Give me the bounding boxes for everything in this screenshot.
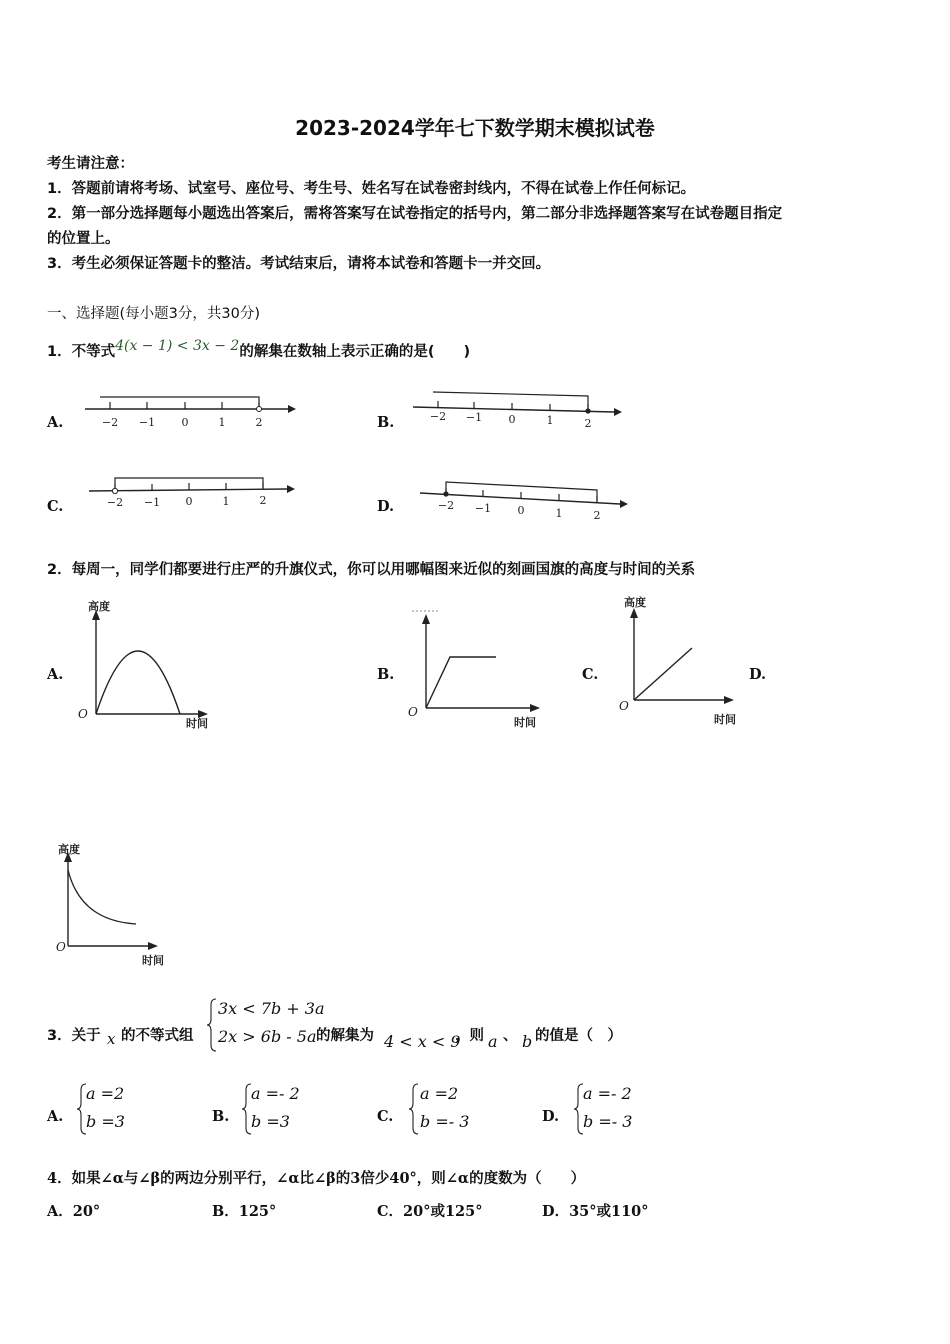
q3-option-d-line2: b =- 3 bbox=[583, 1112, 633, 1131]
q3-option-b-label: B. bbox=[212, 1108, 230, 1125]
q2-graph-d bbox=[46, 840, 186, 970]
q4-stem: 4．如果∠α与∠β的两边分别平行，∠α比∠β的3倍少40°，则∠α的度数为（ ） bbox=[47, 1170, 586, 1187]
x-axis-label: 时间 bbox=[142, 954, 164, 967]
q2-stem: 2．每周一，同学们都要进行庄严的升旗仪式，你可以用哪幅图来近似的刻画国旗的高度与时间的关系 bbox=[47, 562, 696, 578]
y-axis-label: 高度 bbox=[624, 596, 646, 609]
q1-option-d-label: D. bbox=[377, 498, 395, 515]
origin-label: O bbox=[78, 707, 88, 721]
section-heading: 一、选择题(每小题3分，共30分) bbox=[47, 306, 260, 322]
x-axis-label: 时间 bbox=[186, 717, 208, 730]
q3-var-a: a bbox=[488, 1032, 498, 1051]
y-axis-label: 高度 bbox=[58, 843, 80, 856]
q3-var-b: b bbox=[522, 1032, 533, 1051]
q3-option-c-line1: a =2 bbox=[420, 1084, 459, 1103]
y-axis-label: 高度 bbox=[88, 600, 110, 613]
notice-heading: 考生请注意： bbox=[47, 156, 134, 172]
q3-option-a-label: A. bbox=[47, 1108, 64, 1125]
tick-label: 0 bbox=[185, 495, 193, 508]
q1-number-line-d bbox=[415, 472, 635, 524]
q1-number-line-b bbox=[408, 383, 628, 433]
tick-label: 0 bbox=[508, 413, 516, 426]
q3-separator: 、 bbox=[503, 1028, 518, 1044]
tick-label: −1 bbox=[143, 496, 161, 509]
tick-label: −2 bbox=[437, 499, 455, 512]
q2-option-b-label: B. bbox=[377, 666, 395, 683]
tick-label: −1 bbox=[465, 411, 483, 424]
notice-item-2-cont: 的位置上。 bbox=[47, 231, 120, 247]
q3-option-d-line1: a =- 2 bbox=[583, 1084, 632, 1103]
tick-label: 2 bbox=[593, 509, 601, 522]
tick-label: 1 bbox=[555, 507, 563, 520]
x-axis-label: 时间 bbox=[514, 716, 536, 729]
q1-number-line-a bbox=[80, 385, 300, 435]
origin-label: O bbox=[619, 699, 629, 713]
tick-label: −2 bbox=[429, 410, 447, 423]
notice-item-2: 2．第一部分选择题每小题选出答案后，需将答案写在试卷指定的括号内，第二部分非选择题答案写在试卷题目指定 bbox=[47, 206, 783, 222]
tick-label: 0 bbox=[181, 416, 189, 429]
q2-graph-b bbox=[404, 600, 554, 735]
q3-suffix: 的值是（ ） bbox=[535, 1028, 622, 1044]
q3-option-d-label: D. bbox=[542, 1108, 560, 1125]
tick-label: −1 bbox=[138, 416, 156, 429]
q1-option-b-label: B. bbox=[377, 414, 395, 431]
q1-option-a-label: A. bbox=[47, 414, 64, 431]
tick-label: −1 bbox=[474, 502, 492, 515]
q3-inequality-2: 2x > 6b - 5a bbox=[218, 1027, 317, 1046]
tick-label: 1 bbox=[218, 416, 226, 429]
q3-var-x: x bbox=[107, 1030, 116, 1048]
origin-label: O bbox=[408, 705, 418, 719]
q3-prefix: 3．关于 bbox=[47, 1028, 101, 1044]
q3-option-b-line1: a =- 2 bbox=[251, 1084, 300, 1103]
q3-solution: 4 < x < 9 bbox=[384, 1032, 461, 1051]
q2-option-a-label: A. bbox=[47, 666, 64, 683]
q3-option-a-line2: b =3 bbox=[86, 1112, 125, 1131]
tick-label: −2 bbox=[106, 496, 124, 509]
notice-item-3: 3．考生必须保证答题卡的整洁。考试结束后，请将本试卷和答题卡一并交回。 bbox=[47, 256, 551, 272]
q2-option-d-label: D. bbox=[749, 666, 767, 683]
q3-option-c-line2: b =- 3 bbox=[420, 1112, 470, 1131]
left-brace-icon bbox=[206, 997, 218, 1053]
q1-prefix: 1．不等式 bbox=[47, 344, 116, 360]
q4-option-b: B．125° bbox=[212, 1203, 277, 1220]
notice-item-1: 1．答题前请将考场、试室号、座位号、考生号、姓名写在试卷密封线内，不得在试卷上作任何标记。 bbox=[47, 181, 696, 197]
q3-option-a-line1: a =2 bbox=[86, 1084, 125, 1103]
page-title: 2023-2024学年七下数学期末模拟试卷 bbox=[295, 116, 655, 140]
q4-option-a: A．20° bbox=[47, 1203, 101, 1220]
q1-number-line-c bbox=[84, 470, 304, 515]
q3-option-b-line2: b =3 bbox=[251, 1112, 290, 1131]
q3-mid3: ，则 bbox=[455, 1028, 484, 1044]
q2-graph-c bbox=[614, 592, 767, 727]
q1-suffix: 的解集在数轴上表示正确的是( ) bbox=[239, 344, 471, 360]
tick-label: 2 bbox=[259, 494, 267, 507]
q1-option-c-label: C. bbox=[47, 498, 64, 515]
tick-label: −2 bbox=[101, 416, 119, 429]
left-brace-icon bbox=[408, 1082, 420, 1136]
tick-label: 2 bbox=[584, 417, 592, 430]
origin-label: O bbox=[56, 940, 66, 954]
tick-label: 1 bbox=[546, 414, 554, 427]
q2-graph-a bbox=[74, 596, 224, 731]
tick-label: 1 bbox=[222, 495, 230, 508]
q3-mid: 的不等式组 bbox=[121, 1028, 194, 1044]
q4-option-c: C．20°或125° bbox=[377, 1203, 483, 1220]
q3-mid2: 的解集为 bbox=[316, 1028, 374, 1044]
q1-inequality: 4(x − 1) < 3x − 2 bbox=[115, 338, 240, 354]
x-axis-label: 时间 bbox=[714, 713, 736, 726]
q3-option-c-label: C. bbox=[377, 1108, 394, 1125]
q4-option-d: D．35°或110° bbox=[542, 1203, 649, 1220]
q1-stem bbox=[47, 340, 470, 361]
q3-inequality-1: 3x < 7b + 3a bbox=[218, 999, 325, 1018]
tick-label: 0 bbox=[517, 504, 525, 517]
tick-label: 2 bbox=[255, 416, 263, 429]
q2-option-c-label: C. bbox=[582, 666, 599, 683]
